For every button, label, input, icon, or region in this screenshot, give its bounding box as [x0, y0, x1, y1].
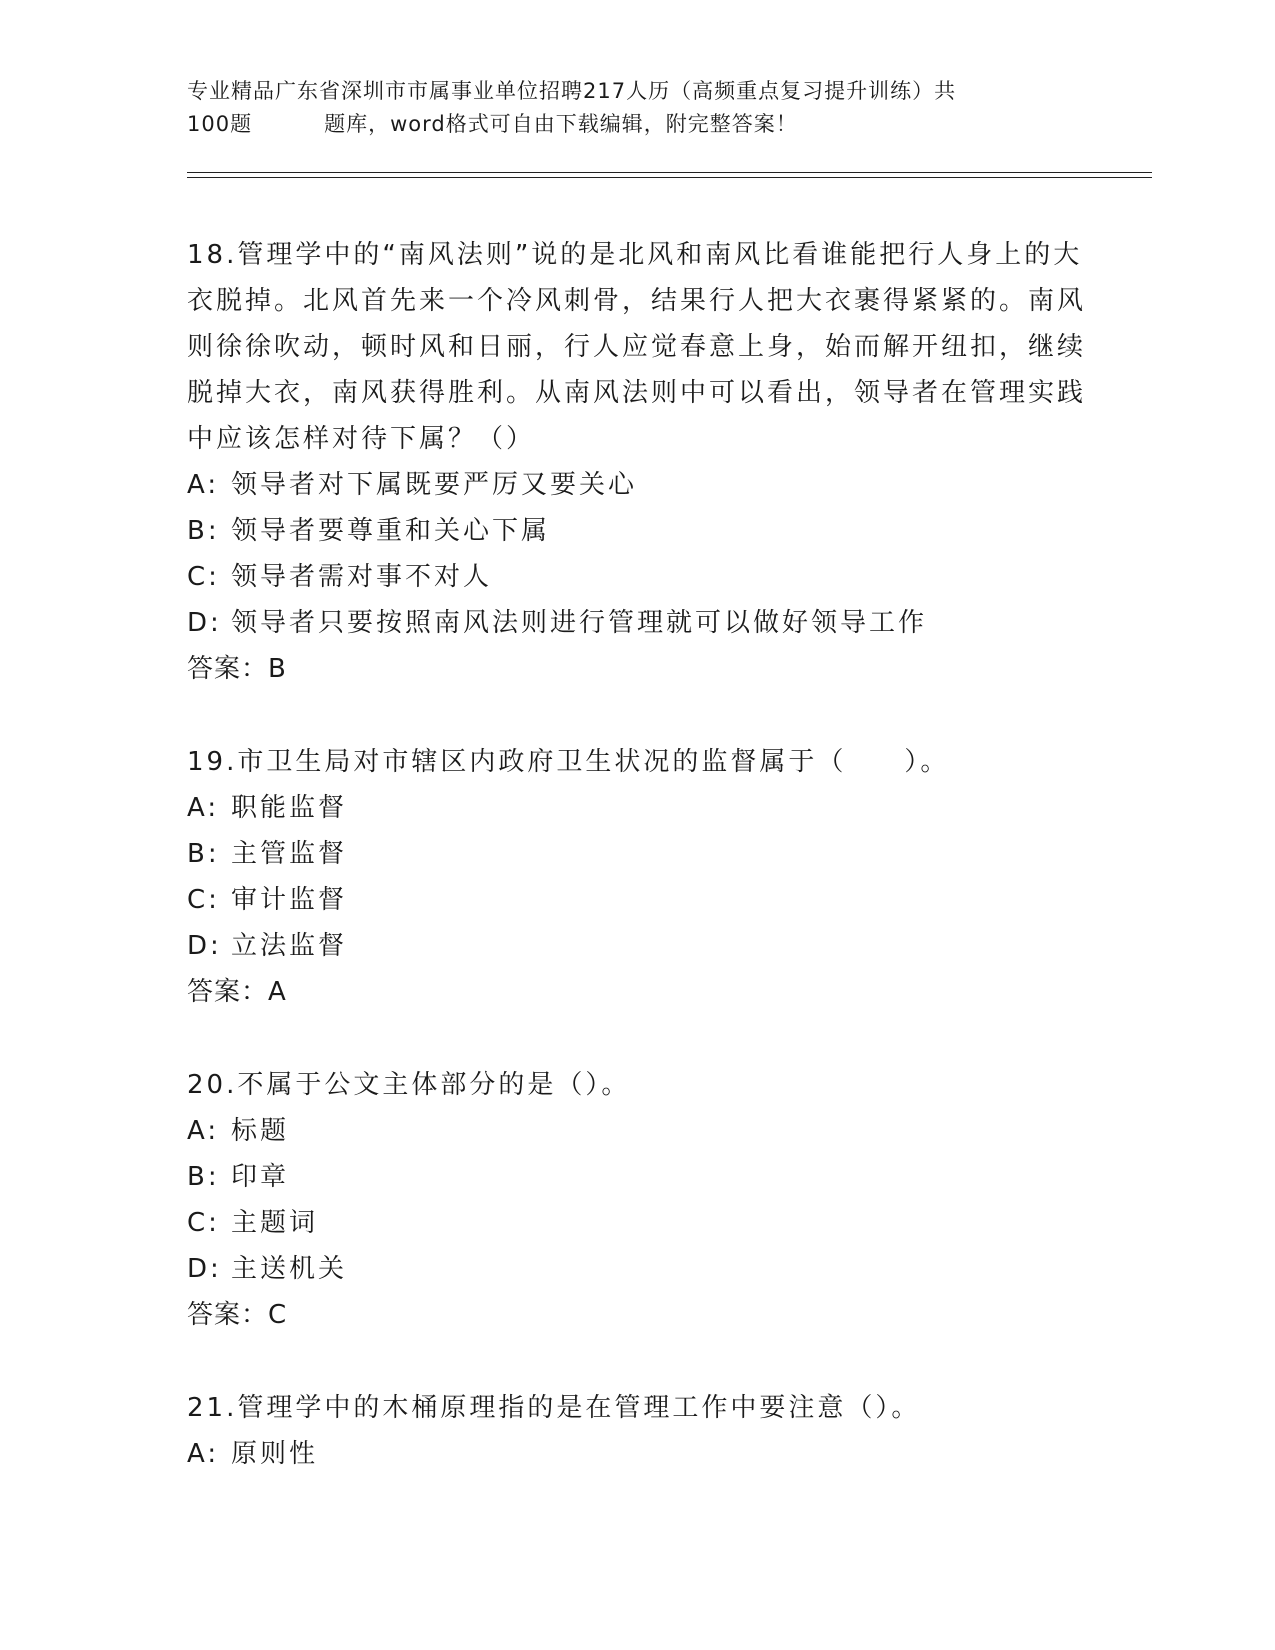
option-text: 标题 [231, 1116, 290, 1146]
option-text: 主管监督 [231, 839, 348, 869]
option-key: D: [187, 1254, 222, 1284]
option-d [187, 600, 1087, 646]
option-b [187, 831, 1087, 877]
question-21 [187, 1385, 1087, 1477]
option-text: 领导者只要按照南风法则进行管理就可以做好领导工作 [231, 608, 928, 638]
option-text: 职能监督 [231, 793, 348, 823]
option-text: 领导者对下属既要严厉又要关心 [231, 470, 638, 500]
option-text: 原则性 [231, 1439, 319, 1469]
question-list [187, 232, 1087, 1477]
option-d [187, 1246, 1087, 1292]
option-key: C: [187, 562, 220, 592]
question-text: 19.市卫生局对市辖区内政府卫生状况的监督属于（ ）。 [187, 747, 950, 777]
option-key: A: [187, 1116, 220, 1146]
option-key: B: [187, 1162, 220, 1192]
option-key: B: [187, 839, 220, 869]
option-a [187, 1431, 1087, 1477]
header-count: 100题 [187, 112, 253, 136]
option-key: C: [187, 1208, 220, 1238]
option-key: A: [187, 470, 220, 500]
answer: 答案：B [187, 654, 287, 684]
option-c [187, 877, 1087, 923]
option-key: A: [187, 1439, 220, 1469]
option-key: D: [187, 608, 222, 638]
question-text: 21.管理学中的木桶原理指的是在管理工作中要注意（）。 [187, 1393, 921, 1423]
header-line-1: 专业精品广东省深圳市市属事业单位招聘217人历（高频重点复习提升训练）共 [187, 79, 957, 103]
question-19 [187, 739, 1087, 1015]
answer: 答案：A [187, 977, 287, 1007]
answer: 答案：C [187, 1300, 288, 1330]
option-key: A: [187, 793, 220, 823]
question-20 [187, 1062, 1087, 1338]
question-18 [187, 232, 1087, 692]
option-text: 领导者需对事不对人 [231, 562, 493, 592]
option-c [187, 1200, 1087, 1246]
option-b [187, 1154, 1087, 1200]
option-a [187, 1108, 1087, 1154]
header-rule-bottom [187, 177, 1152, 178]
header-line-2 [187, 108, 1087, 141]
header-description: 题库，word格式可自由下载编辑，附完整答案！ [324, 112, 798, 136]
option-c [187, 554, 1087, 600]
option-text: 领导者要尊重和关心下属 [231, 516, 551, 546]
header-rule-top [187, 172, 1152, 173]
option-key: D: [187, 931, 222, 961]
question-text: 18.管理学中的“南风法则”说的是北风和南风比看谁能把行人身上的大衣脱掉。北风首先来一个冷风刺骨，结果行人把大衣裹得紧紧的。南风则徐徐吹动，顿时风和日丽，行人应觉春意上身，始而解开纽扣，继续脱掉大衣，南风获得胜利。从南风法则中可以看出，领导者在管理实践中应该怎样对待下属？（） [187, 240, 1087, 454]
document-header [187, 75, 1087, 141]
option-text: 印章 [231, 1162, 290, 1192]
option-text: 主送机关 [231, 1254, 348, 1284]
option-a [187, 785, 1087, 831]
option-text: 审计监督 [231, 885, 348, 915]
option-b [187, 508, 1087, 554]
option-d [187, 923, 1087, 969]
question-text: 20.不属于公文主体部分的是（）。 [187, 1070, 631, 1100]
option-key: B: [187, 516, 220, 546]
option-text: 立法监督 [231, 931, 348, 961]
option-key: C: [187, 885, 220, 915]
option-text: 主题词 [231, 1208, 319, 1238]
option-a [187, 462, 1087, 508]
